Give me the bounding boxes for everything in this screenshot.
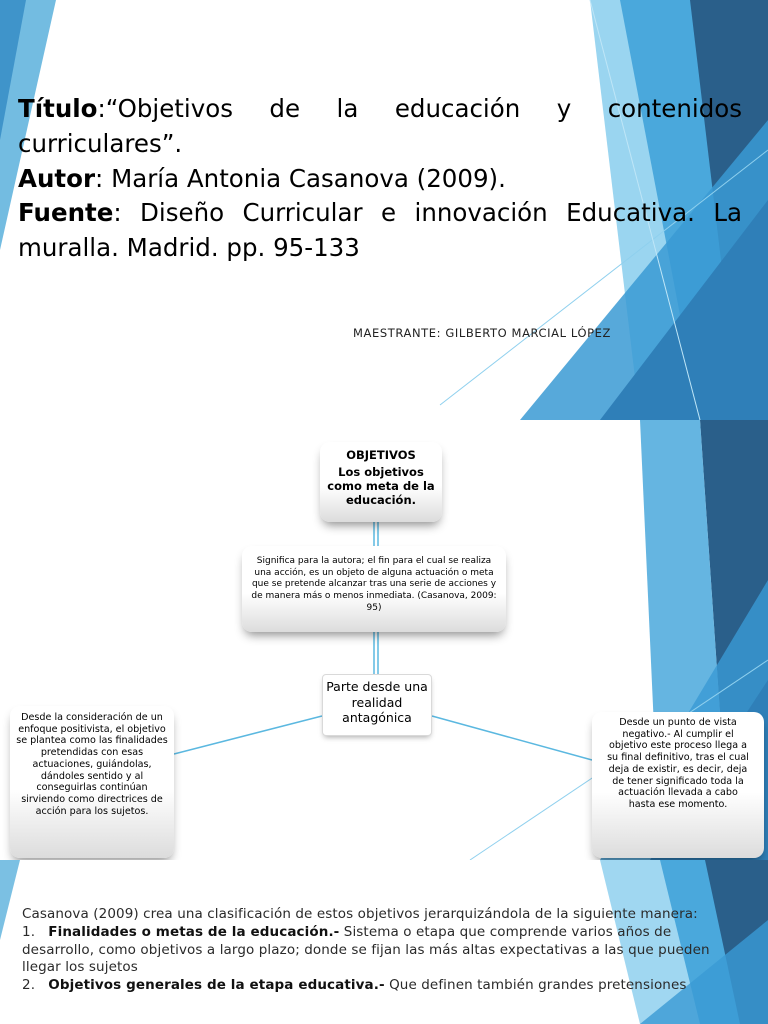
slide-diagram <box>0 420 768 860</box>
titulo-text: :“Objetivos de la educación y contenidos curriculares”. <box>18 94 742 158</box>
negative-view-node: Desde un punto de vista negativo.- Al cumplir el objetivo este proceso llega a su final definitivo, tras el cual deja de existir, es decir, deja de tener significado toda la actuación llevada a cabo hasta ese momento. <box>592 712 764 858</box>
fuente-label: Fuente <box>18 198 114 228</box>
objetivos-node <box>320 442 442 522</box>
fuente-text: : Diseño Curricular e innovación Educativa. La muralla. Madrid. pp. 95-133 <box>18 198 742 263</box>
item-text: Sistema o etapa que comprende varios años de desarrollo, como objetivos a largo plazo; donde se fijan las más altas expectativas a las que pueden llegar los sujetos <box>22 923 710 976</box>
item-number: 1. <box>22 923 36 940</box>
objetivos-heading: OBJETIVOS <box>346 448 416 462</box>
item-heading: Finalidades o metas de la educación.- <box>48 923 340 940</box>
slide-classification <box>0 860 768 1024</box>
list-item <box>22 977 722 995</box>
objetivos-subtitle: Los objetivos como meta de la educación. <box>327 465 435 507</box>
title-block <box>18 92 742 266</box>
autor-text: : María Antonia Casanova (2009). <box>95 163 506 193</box>
list-item <box>22 924 722 977</box>
item-text: Que definen también grandes pretensiones <box>384 977 687 994</box>
item-number: 2. <box>22 977 36 994</box>
definition-node: Significa para la autora; el fin para el cual se realiza una acción, es un objeto de alguna actuación o meta que se pretende alcanzar tras una serie de acciones y de manera más o menos inmediata. (Casanova, 2009: 95) <box>242 546 506 632</box>
autor-label: Autor <box>18 163 96 193</box>
classification-text <box>22 906 722 995</box>
center-node: Parte desde una realidad antagónica <box>322 674 432 736</box>
slide-title <box>0 0 768 420</box>
intro-paragraph: Casanova (2009) crea una clasificación de estos objetivos jerarquizándola de la siguiente manera: <box>22 906 698 922</box>
positive-view-node: Desde la consideración de un enfoque positivista, el objetivo se plantea como las finalidades pretendidas con esas actuaciones, guiándolas, dándoles sentido y al conseguirlas continúan sirviendo como directrices de acción para los sujetos. <box>10 706 174 858</box>
titulo-label: Título <box>18 94 98 123</box>
item-heading: Objetivos generales de la etapa educativa.- <box>48 977 385 994</box>
maestrante-label: MAESTRANTE: GILBERTO MARCIAL LÓPEZ <box>353 326 612 340</box>
